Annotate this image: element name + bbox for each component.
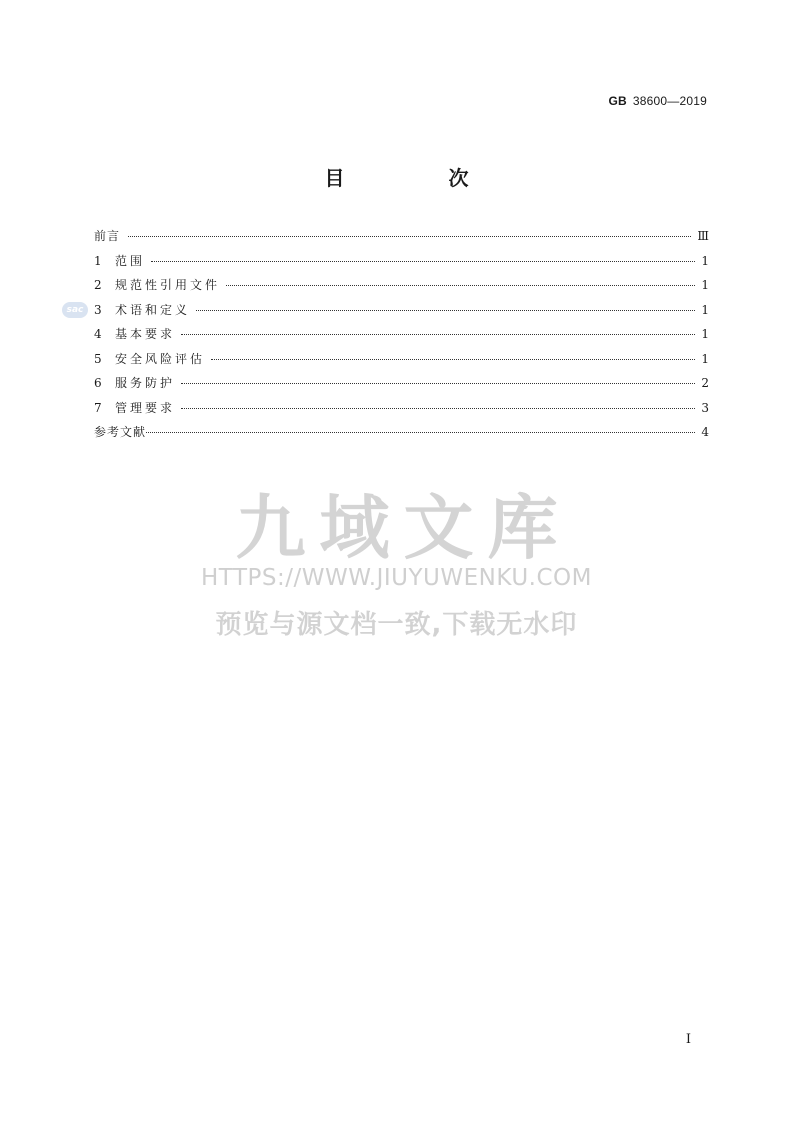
dot-leader [181, 330, 695, 335]
toc-entry-label: 规范性引用文件 [115, 278, 221, 292]
dot-leader [146, 428, 695, 433]
toc-entry-label: 范围 [115, 253, 146, 268]
page-number: I [685, 1032, 691, 1047]
standard-code: 38600—2019 [632, 94, 707, 108]
toc-entry-label: 术语和定义 [115, 302, 191, 317]
table-of-contents [94, 228, 709, 449]
dot-leader [226, 281, 695, 286]
toc-entry-label: 基本要求 [115, 327, 176, 341]
toc-entry-management-requirements[interactable] [94, 400, 709, 425]
toc-entry-number: 2 [94, 278, 102, 292]
toc-entry-label: 服务防护 [115, 376, 176, 390]
toc-entry-foreword[interactable] [94, 228, 709, 253]
dot-leader [151, 257, 695, 262]
dot-leader [181, 379, 695, 384]
toc-entry-number: 7 [94, 400, 102, 415]
dot-leader [181, 404, 695, 409]
toc-entry-page: 1 [701, 327, 709, 341]
toc-entry-page: 2 [701, 376, 709, 390]
toc-entry-normative-references[interactable] [94, 277, 709, 302]
toc-entry-number: 1 [94, 253, 102, 268]
toc-entry-page: 1 [701, 278, 709, 292]
toc-title: 目 次 [324, 166, 511, 190]
toc-entry-label: 管理要求 [115, 400, 176, 415]
standard-number [609, 94, 707, 108]
sac-logo: sac [62, 302, 88, 318]
toc-entry-basic-requirements[interactable] [94, 326, 709, 351]
standard-prefix: GB [608, 94, 627, 108]
dot-leader [128, 232, 691, 237]
toc-entry-number: 3 [94, 302, 102, 317]
toc-entry-terms[interactable] [94, 302, 709, 327]
toc-entry-page: 3 [701, 400, 709, 415]
toc-entry-page: 1 [701, 302, 709, 317]
toc-entry-page: 1 [701, 253, 709, 268]
toc-entry-label: 安全风险评估 [115, 351, 206, 366]
toc-entry-number: 5 [94, 351, 102, 366]
toc-entry-bibliography[interactable] [94, 424, 709, 449]
toc-entry-service-protection[interactable] [94, 375, 709, 400]
toc-entry-number: 6 [94, 376, 102, 390]
toc-entry-risk-assessment[interactable] [94, 351, 709, 376]
toc-entry-label: 参考文献 [94, 425, 147, 439]
toc-entry-page: 1 [701, 351, 709, 366]
toc-entry-number: 4 [94, 327, 102, 341]
toc-entry-page: Ⅲ [697, 229, 709, 243]
dot-leader [211, 355, 695, 360]
dot-leader [196, 306, 695, 311]
toc-entry-label: 前言 [94, 229, 121, 243]
toc-entry-page: 4 [701, 425, 709, 439]
toc-entry-scope[interactable] [94, 253, 709, 278]
watermark-url: HTTPS://WWW.JIUYUWENKU.COM [201, 565, 592, 591]
watermark-note: 预览与源文档一致,下载无水印 [215, 610, 578, 640]
watermark-brand: 九域文库 [235, 487, 572, 569]
